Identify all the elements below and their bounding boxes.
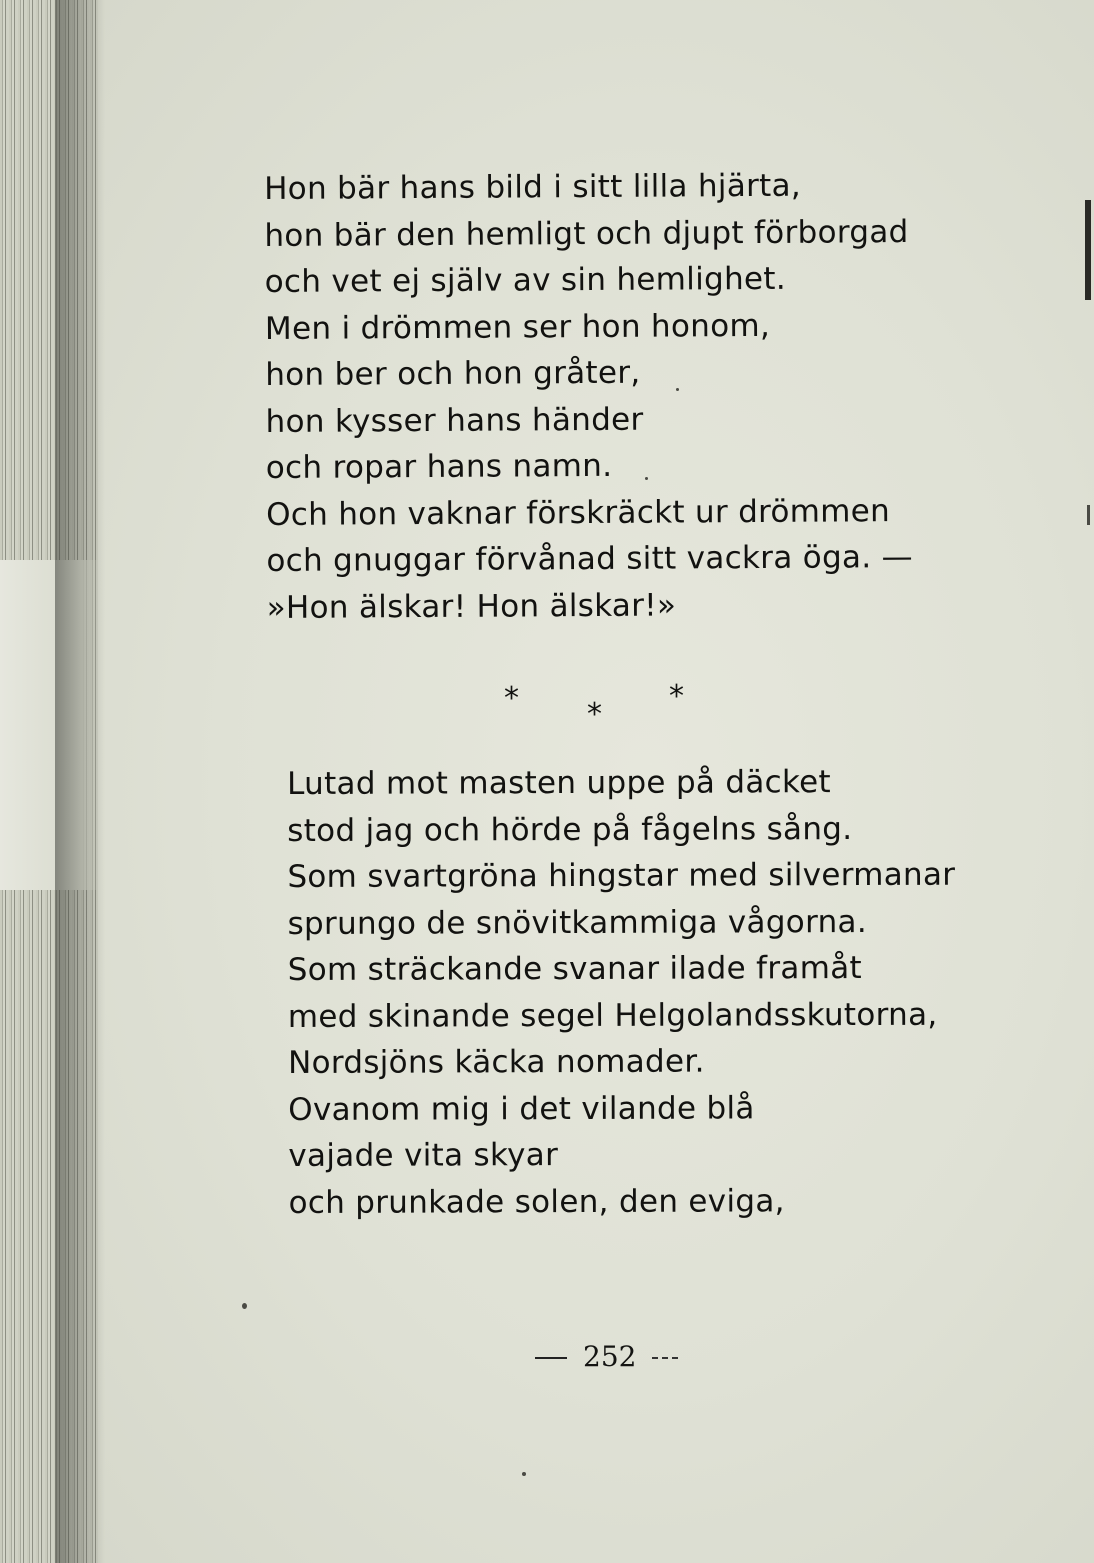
- poem-line: Som svartgröna hingstar med silvermanar: [287, 856, 956, 895]
- poem-line: Som sträckande svanar ilade framåt: [287, 949, 863, 988]
- paper-speck: [676, 388, 679, 391]
- page-edge-mark: [1085, 200, 1091, 300]
- book-gutter-shadow: [55, 0, 105, 1563]
- page-number-dash-right: [652, 1357, 680, 1359]
- poem-line: Och hon vaknar förskräckt ur drömmen: [266, 492, 891, 533]
- separator-asterisk: *: [669, 679, 684, 714]
- poem-line: hon kysser hans händer: [265, 401, 644, 440]
- poem-line: hon bär den hemligt och djupt förborgad: [264, 213, 909, 254]
- poem-line: sprungo de snövitkammiga vågorna.: [287, 903, 868, 942]
- separator-asterisk: *: [587, 697, 602, 732]
- paper-speck: [242, 1303, 247, 1309]
- paper-speck: [645, 477, 648, 480]
- poem-line: Lutad mot masten uppe på däcket: [287, 764, 831, 802]
- poem-line: hon ber och hon gråter,: [265, 354, 641, 393]
- poem-line: och prunkade solen, den eviga,: [288, 1182, 785, 1221]
- poem-line: Men i drömmen ser hon honom,: [264, 307, 771, 347]
- poem-line: och ropar hans namn.: [265, 447, 613, 486]
- poem-line: Ovanom mig i det vilande blå: [288, 1089, 755, 1128]
- page-number-dash-left: [535, 1357, 567, 1359]
- page-number: 252: [583, 1340, 637, 1373]
- poem-line: och vet ej själv av sin hemlighet.: [264, 260, 787, 300]
- poem-stanza-2: [287, 759, 956, 1226]
- page-edge-mark-small: [1087, 505, 1090, 525]
- separator-asterisk: *: [504, 681, 519, 716]
- poem-line: Nordsjöns käcka nomader.: [287, 1043, 705, 1081]
- poem-stanza-1: [264, 162, 913, 631]
- poem-line: stod jag och hörde på fågelns sång.: [287, 810, 853, 849]
- poem-line: »Hon älskar! Hon älskar!»: [266, 586, 677, 626]
- poem-line: och gnuggar förvånad sitt vackra öga. —: [266, 539, 914, 579]
- poem-line: vajade vita skyar: [288, 1137, 559, 1174]
- poem-line: Hon bär hans bild i sitt lilla hjärta,: [264, 167, 802, 207]
- poem-line: med skinande segel Helgolandsskutorna,: [287, 996, 938, 1035]
- paper-speck: [522, 1472, 526, 1476]
